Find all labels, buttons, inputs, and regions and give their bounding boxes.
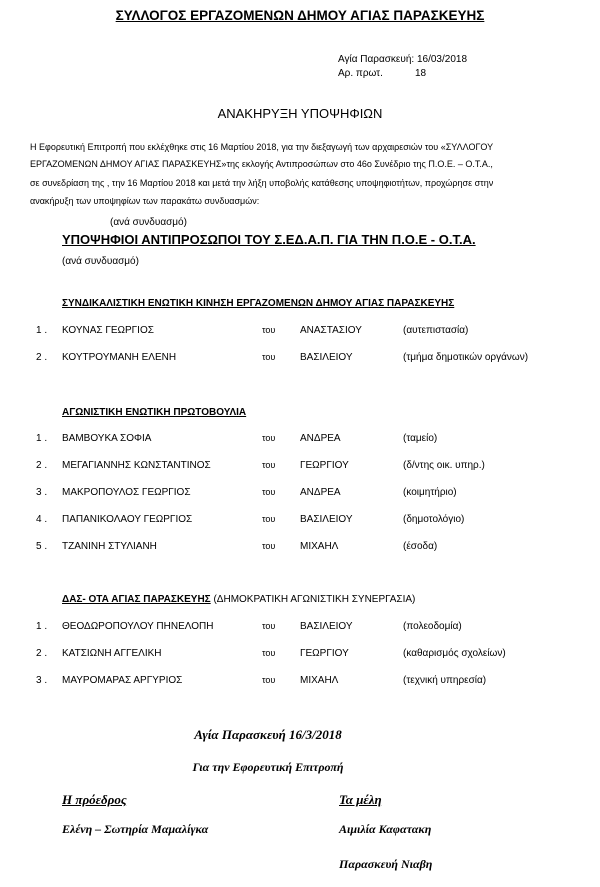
candidate-number: 1 . <box>36 621 48 632</box>
father-name: ΒΑΣΙΛΕΙΟΥ <box>300 352 353 363</box>
of-word: του <box>262 460 276 470</box>
members-label: Τα μέλη <box>339 792 382 807</box>
candidate-row <box>0 352 600 368</box>
of-word: του <box>262 325 276 335</box>
of-word: του <box>262 541 276 551</box>
candidate-name: ΜΕΓΑΓΙΑΝΝΗΣ ΚΩΝΣΤΑΝΤΙΝΟΣ <box>62 460 211 471</box>
section-heading <box>62 594 415 605</box>
department: (δ/ντης οικ. υπηρ.) <box>403 460 485 471</box>
per-combination-note-top: (ανά συνδυασμό) <box>110 217 187 228</box>
intro-line: σε συνεδρίαση της , την 16 Μαρτίου 2018 και μετά την λήξη υποβολής κατάθεσης υποψηφιοτήτων, προχώρησε στην <box>30 178 494 188</box>
candidate-number: 2 . <box>36 648 48 659</box>
candidate-name: ΜΑΚΡΟΠΟΥΛΟΣ ΓΕΩΡΓΙΟΣ <box>62 487 191 498</box>
candidate-name: ΘΕΟΔΩΡΟΠΟΥΛΟΥ ΠΗΝΕΛΟΠΗ <box>62 621 214 632</box>
father-name: ΜΙΧΑΗΛ <box>300 675 339 686</box>
of-word: του <box>262 621 276 631</box>
candidate-name: ΒΑΜΒΟΥΚΑ ΣΟΦΙΑ <box>62 433 152 444</box>
candidate-row <box>0 675 600 691</box>
candidate-number: 3 . <box>36 487 48 498</box>
department: (αυτεπιστασία) <box>403 325 469 336</box>
section-title: ΔΑΣ- ΟΤΑ ΑΓΙΑΣ ΠΑΡΑΣΚΕΥΗΣ <box>62 594 211 605</box>
candidate-row <box>0 648 600 664</box>
father-name: ΑΝΔΡΕΑ <box>300 487 341 498</box>
department: (έσοδα) <box>403 541 438 552</box>
section-title: ΑΓΩΝΙΣΤΙΚΗ ΕΝΩΤΙΚΗ ΠΡΩΤΟΒΟΥΛΙΑ <box>62 407 247 418</box>
candidate-row <box>0 487 600 503</box>
department: (ταμείο) <box>403 433 438 444</box>
of-word: του <box>262 514 276 524</box>
father-name: ΓΕΩΡΓΙΟΥ <box>300 648 349 659</box>
member-name: Παρασκευή Νιαβη <box>339 857 433 871</box>
document-title: ΑΝΑΚΗΡΥΞΗ ΥΠΟΨΗΦΙΩΝ <box>217 106 383 121</box>
per-combination-note-bottom: (ανά συνδυασμό) <box>62 256 139 267</box>
father-name: ΑΝΔΡΕΑ <box>300 433 341 444</box>
department: (καθαρισμός σχολείων) <box>403 648 506 659</box>
department: (τεχνική υπηρεσία) <box>403 675 487 686</box>
candidate-name: ΚΑΤΣΙΩΝΗ ΑΓΓΕΛΙΚΗ <box>62 648 162 659</box>
candidate-number: 5 . <box>36 541 48 552</box>
section-subtitle: (ΔΗΜΟΚΡΑΤΙΚΗ ΑΓΩΝΙΣΤΙΚΗ ΣΥΝΕΡΓΑΣΙΑ) <box>213 594 416 605</box>
candidate-number: 2 . <box>36 460 48 471</box>
of-word: του <box>262 352 276 362</box>
candidate-row <box>0 541 600 557</box>
candidate-name: ΚΟΥΝΑΣ ΓΕΩΡΓΙΟΣ <box>62 325 154 336</box>
intro-line: ΕΡΓΑΖΟΜΕΝΩΝ ΔΗΜΟΥ ΑΓΙΑΣ ΠΑΡΑΣΚΕΥΗΣ»της εκλογής Αντιπροσώπων στο 46ο Συνέδριο της Π.Ο.Ε. – Ο.Τ.Α., <box>30 159 493 169</box>
father-name: ΒΑΣΙΛΕΙΟΥ <box>300 621 353 632</box>
of-word: του <box>262 675 276 685</box>
association-title: ΣΥΛΛΟΓΟΣ ΕΡΓΑΖΟΜΕΝΩΝ ΔΗΜΟΥ ΑΓΙΑΣ ΠΑΡΑΣΚΕΥΗΣ <box>115 8 485 23</box>
candidate-number: 2 . <box>36 352 48 363</box>
candidate-name: ΚΟΥΤΡΟΥΜΑΝΗ ΕΛΕΝΗ <box>62 352 177 363</box>
protocol-label: Αρ. πρωτ. <box>338 68 383 79</box>
candidate-number: 1 . <box>36 433 48 444</box>
father-name: ΜΙΧΑΗΛ <box>300 541 339 552</box>
candidate-name: ΠΑΠΑΝΙΚΟΛΑΟΥ ΓΕΩΡΓΙΟΣ <box>62 514 193 525</box>
intro-line: Η Εφορευτική Επιτροπή που εκλέχθηκε στις 16 Μαρτίου 2018, για την διεξαγωγή των αρχαιρεσιών του «ΣΥΛΛΟΓΟΥ <box>30 142 494 152</box>
place-date: Αγία Παρασκευή 16/3/2018 <box>194 727 342 742</box>
father-name: ΒΑΣΙΛΕΙΟΥ <box>300 514 353 525</box>
protocol-number: 18 <box>415 68 427 79</box>
department: (δημοτολόγιο) <box>403 514 465 525</box>
president-name: Ελένη – Σωτηρία Μαμαλίγκα <box>62 822 209 836</box>
candidate-row <box>0 433 600 449</box>
candidate-number: 3 . <box>36 675 48 686</box>
department: (πολεοδομία) <box>403 621 462 632</box>
of-word: του <box>262 433 276 443</box>
candidate-row <box>0 460 600 476</box>
intro-line: ανακήρυξη των υποψηφίων των παρακάτω συνδυασμών: <box>30 196 260 206</box>
of-word: του <box>262 648 276 658</box>
committee-line: Για την Εφορευτική Επιτροπή <box>192 760 344 774</box>
candidate-number: 1 . <box>36 325 48 336</box>
candidate-name: ΜΑΥΡΟΜΑΡΑΣ ΑΡΓΥΡΙΟΣ <box>62 675 183 686</box>
department: (κοιμητήριο) <box>403 487 457 498</box>
main-heading: ΥΠΟΨΗΦΙΟΙ ΑΝΤΙΠΡΟΣΩΠΟΙ ΤΟΥ Σ.ΕΔ.Α.Π. ΓΙΑ ΤΗΝ Π.Ο.Ε - Ο.Τ.Α. <box>62 232 476 247</box>
member-name: Αιμιλία Καφατακη <box>339 822 432 836</box>
section-title: ΣΥΝΔΙΚΑΛΙΣΤΙΚΗ ΕΝΩΤΙΚΗ ΚΙΝΗΣΗ ΕΡΓΑΖΟΜΕΝΩΝ ΔΗΜΟΥ ΑΓΙΑΣ ΠΑΡΑΣΚΕΥΗΣ <box>62 298 455 309</box>
candidate-row <box>0 621 600 637</box>
father-name: ΑΝΑΣΤΑΣΙΟΥ <box>300 325 362 336</box>
of-word: του <box>262 487 276 497</box>
candidate-row <box>0 325 600 341</box>
department: (τμήμα δημοτικών οργάνων) <box>403 352 529 363</box>
date-line: Αγία Παρασκευή: 16/03/2018 <box>338 54 468 65</box>
candidate-row <box>0 514 600 530</box>
candidate-name: ΤΖΑΝΙΝΗ ΣΤΥΛΙΑΝΗ <box>62 541 157 552</box>
candidate-number: 4 . <box>36 514 48 525</box>
father-name: ΓΕΩΡΓΙΟΥ <box>300 460 349 471</box>
president-label: Η πρόεδρος <box>62 792 127 807</box>
